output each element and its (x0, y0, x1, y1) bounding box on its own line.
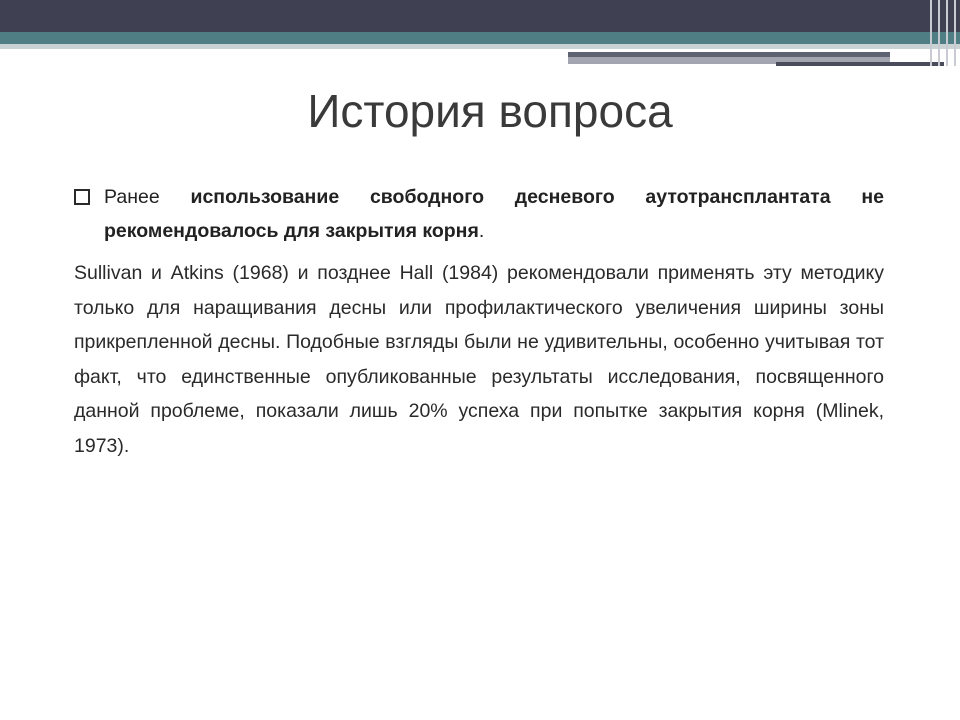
header-vertical-line (954, 0, 956, 66)
slide-title: История вопроса (307, 85, 673, 137)
header-vertical-line (938, 0, 940, 66)
bullet-item (74, 180, 884, 248)
header-band-teal (0, 32, 960, 44)
header-vertical-line (946, 0, 948, 66)
bullet-bold: использование свободного десневого аутотрансплантата не рекомендовалось для закрытия корня (104, 186, 884, 242)
bullet-text (104, 180, 884, 248)
header-band-pale (0, 44, 960, 49)
bullet-lead: Ранее (104, 186, 191, 208)
header-vertical-line (930, 0, 932, 66)
checkbox-square-icon (74, 189, 90, 205)
bullet-tail: . (478, 220, 485, 242)
header-band-dark (0, 0, 960, 32)
body-paragraph: Sullivan и Atkins (1968) и позднее Hall (1984) рекомендовали применять эту методику только для наращивания десны или профилактического увеличения ширины зоны прикрепленной десны. Подобные взгляды были не удивительны, особенно учитывая тот факт, что единственные опубликованные результаты исследования, посвященного данной проблеме, показали лишь 20% успеха при попытке закрытия корня (Mlinek, 1973). (74, 262, 884, 457)
header-strip (776, 62, 944, 66)
slide-content (74, 180, 884, 463)
